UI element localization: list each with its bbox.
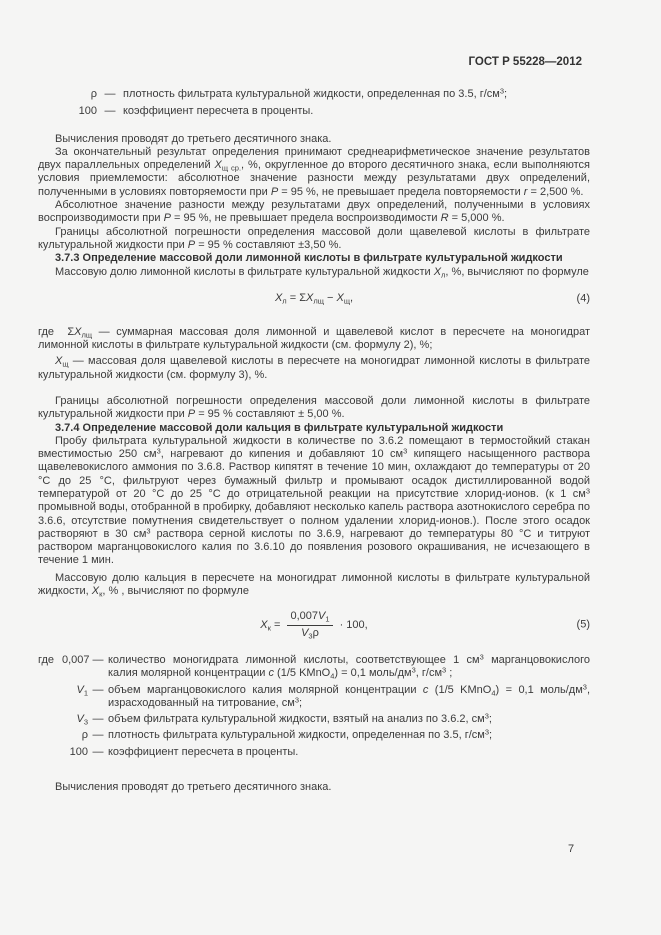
heading-3-7-3: 3.7.3 Определение массовой доли лимонной кислоты в фильтрате культуральной жидкости xyxy=(55,252,563,265)
var-symbol: 0,007 xyxy=(62,653,90,666)
var-description: объем марганцовокислого калия молярной концентрации c (1/5 KMnO$_4$) = 0,1 моль/$дм^3$, израсходованный на титрование, $см^3$; xyxy=(108,682,591,709)
page-content xyxy=(38,84,590,794)
dash: — xyxy=(92,745,104,758)
page-number: 7 xyxy=(568,843,575,855)
formula5-variable-list xyxy=(38,654,590,759)
var-symbol: 100 xyxy=(69,745,88,758)
var-symbol: 100 xyxy=(78,105,97,118)
formula-5-denominator: $V_3\rho$ xyxy=(301,626,319,641)
var-symbol: ρ xyxy=(90,88,97,100)
var-symbol: $V_1$ xyxy=(76,683,88,698)
dash: — xyxy=(92,729,104,742)
dash: — xyxy=(104,88,116,100)
formula-5-lhs: $X_к$ = xyxy=(260,618,281,632)
definition-row-100 xyxy=(38,746,590,759)
formula-4-equation: $X_л = \Sigma X_{лщ} - X_щ$, xyxy=(274,291,354,306)
var-description: плотность фильтрата культуральной жидкости, определенная по 3.5, $г/см^3$; xyxy=(108,727,493,742)
var-symbol: $V_3$ xyxy=(76,713,88,727)
var-description: коэффициент пересчета в проценты. xyxy=(108,745,299,758)
formula-5-equation xyxy=(260,610,367,640)
paragraph-calcium-intro: Массовую долю кальция в пересчете на моногидрат лимонной кислоты в фильтрате культуральной жидкости, $X_к$, % , вычисляют по формуле xyxy=(38,571,590,599)
formula-5-rhs: · 100, xyxy=(339,618,368,631)
formula-5-number: (5) xyxy=(576,618,590,631)
definition-row-v1 xyxy=(38,684,590,711)
paragraph-error-limits-citric: Границы абсолютной погрешности определения массовой доли лимонной кислоты в фильтрате культуральной жидкости при P = 95 % составляют ± 5,00 %. xyxy=(38,394,590,421)
dash: — xyxy=(92,653,104,666)
var-symbol: ρ xyxy=(81,729,88,742)
var-description: коэффициент пересчета в проценты. xyxy=(123,105,314,118)
formula4-where-xsch: $X_щ$ — массовая доля щавелевой кислоты в пересчете на моногидрат лимонной кислоты в фильтрате культуральной жидкости (см. формулу 3), %. xyxy=(38,355,590,381)
definition-row-rho xyxy=(38,88,590,101)
dash: — xyxy=(92,713,104,726)
where-label: где xyxy=(38,653,55,666)
page-footer xyxy=(568,843,574,855)
dash: — xyxy=(92,683,104,696)
formula-5 xyxy=(38,610,590,640)
paragraph-calcium-procedure: Пробу фильтрата культуральной жидкости в количестве по 3.6.2 помещают в термостойкий стакан вместимостью 250 $см^3$, нагревают до кипения и добавляют 10 $см^3$ кипящего насыщенного раствора щавелевокислого аммония по 3.6.8. Раствор кипятят в течение 10 мин, охлаждают до температуры от 20 °С до 25 °С, фильтруют через бумажный фильтр и промывают осадок дистиллированной водой температурой от 20 °С до 25 °С до отрицательной реакции на присутствие хлорид-ионов. (к 1 $см^3$ промывной воды, отобранной в пробирку, добавляют несколько капель раствора азотнокислого серебра по 3.6.6, отсутствие помутнения свидетельствует о полном удалении хлорид-ионов.). После этого осадок растворяют в 30 $см^3$ раствора серной кислоты по 3.6.9, нагревают до температуры 80 °С и титруют раствором марганцовокислого калия по 3.6.10 до появления розового окрашивания, не исчезающего в течение 1 мин. xyxy=(38,434,591,567)
formula-4-number: (4) xyxy=(576,292,590,305)
formula-5-numerator: $0,007V_1$ xyxy=(287,610,332,625)
page-header xyxy=(38,56,590,68)
formula-5-fraction xyxy=(287,610,332,640)
var-description: количество моногидрата лимонной кислоты, соответствующее 1 $см^3$ марганцовокислого калия молярной концентрации c (1/5 KMnO$_4$) = 0,1 моль/$дм^3$, $г/см^3$ ; xyxy=(108,652,590,681)
definition-row-v3 xyxy=(38,713,590,726)
paragraph-calculations-precision-2: Вычисления проводят до третьего десятичного знака. xyxy=(55,781,332,794)
heading-3-7-4: 3.7.4 Определение массовой доли кальция в фильтрате культуральной жидкости xyxy=(55,421,504,434)
definition-row-rho xyxy=(38,729,590,742)
formula4-where-sum: где $\Sigma X_{лщ}$ — суммарная массовая доля лимонной и щавелевой кислот в пересчете на моногидрат лимонной кислоты в фильтрате культуральной жидкости (см. формулу 2), %; xyxy=(38,325,590,352)
definition-row-0007 xyxy=(38,654,590,681)
paragraph-calculations-precision: Вычисления проводят до третьего десятичного знака. xyxy=(55,132,332,145)
paragraph-reproducibility: Абсолютное значение разности между результатами двух определений, полученными в условиях воспроизводимости при P = 95 %, не превышает предела воспроизводимости R = 5,000 %. xyxy=(38,199,590,225)
var-description: объем фильтрата культуральной жидкости, взятый на анализ по 3.6.2, $см^3$; xyxy=(108,711,492,726)
formula3-variable-list xyxy=(38,88,590,119)
paragraph-citric-intro: Массовую долю лимонной кислоты в фильтрате культуральной жидкости $X_л$, %, вычисляют по формуле xyxy=(55,265,589,280)
definition-row-100 xyxy=(38,105,590,118)
formula-4 xyxy=(38,292,590,306)
dash: — xyxy=(104,105,116,118)
paragraph-error-limits-oxalic: Границы абсолютной погрешности определения массовой доли щавелевой кислоты в фильтрате культуральной жидкости при P = 95 % составляют ±3,50 %. xyxy=(38,225,590,251)
doc-number: ГОСТ Р 55228—2012 xyxy=(468,56,582,68)
var-description: плотность фильтрата культуральной жидкости, определенная по 3.5, $г/см^3$; xyxy=(123,86,508,100)
paragraph-final-result: За окончательный результат определения принимают среднеарифметическое значение результатов двух параллельных определений $X_{щ ср.}$, %, округленное до второго десятичного знака, если выполняются условия приемлемости: абсолютное значение разности между результатами двух определений, полученными в условиях повторяемости при P = 95 %, не превышает предела повторяемости r = 2,500 %. xyxy=(38,145,590,198)
